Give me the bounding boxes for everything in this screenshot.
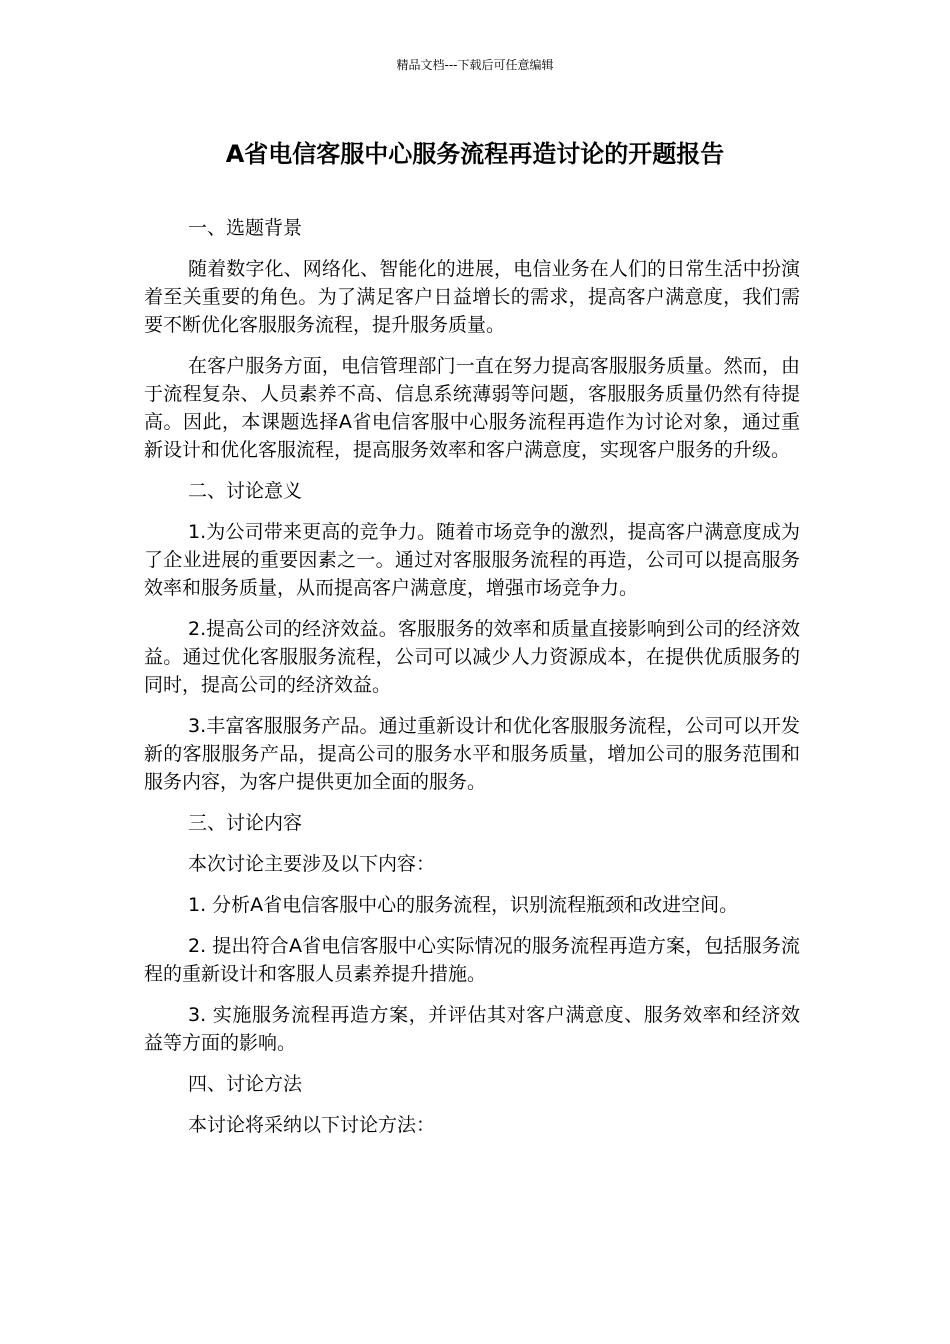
document-title: A省电信客服中心服务流程再造讨论的开题报告 bbox=[225, 140, 725, 168]
page-header-note: 精品文档---下载后可任意编辑 bbox=[396, 58, 554, 72]
section-heading-background: 一、选题背景 bbox=[188, 217, 303, 239]
document-body bbox=[144, 214, 800, 1152]
body-paragraph: 随着数字化、网络化、智能化的进展，电信业务在人们的日常生活中扮演着至关重要的角色。为了满足客户日益增长的需求，提高客户满意度，我们需要不断优化客服服务流程，提升服务质量。 bbox=[144, 258, 800, 336]
numbered-paragraph: 1. 分析A省电信客服中心的服务流程，识别流程瓶颈和改进空间。 bbox=[188, 894, 739, 916]
numbered-paragraph: 2.提高公司的经济效益。客服服务的效率和质量直接影响到公司的经济效益。通过优化客服服务流程，公司可以减少人力资源成本，在提供优质服务的同时，提高公司的经济效益。 bbox=[144, 618, 800, 696]
body-paragraph: 本次讨论主要涉及以下内容： bbox=[188, 853, 436, 875]
numbered-paragraph: 3.丰富客服服务产品。通过重新设计和优化客服服务流程，公司可以开发新的客服服务产品，提高公司的服务水平和服务质量，增加公司的服务范围和服务内容，为客户提供更加全面的服务。 bbox=[144, 715, 800, 793]
section-heading-significance: 二、讨论意义 bbox=[188, 480, 303, 502]
body-paragraph: 本讨论将采纳以下讨论方法： bbox=[188, 1114, 436, 1136]
body-paragraph: 在客户服务方面，电信管理部门一直在努力提高客服服务质量。然而，由于流程复杂、人员素养不高、信息系统薄弱等问题，客服服务质量仍然有待提高。因此，本课题选择A省电信客服中心服务流程再造作为讨论对象，通过重新设计和优化客服流程，提高服务效率和客户满意度，实现客户服务的升级。 bbox=[144, 355, 800, 461]
section-heading-methods: 四、讨论方法 bbox=[188, 1073, 303, 1095]
section-heading-content: 三、讨论内容 bbox=[188, 812, 303, 834]
numbered-paragraph: 2. 提出符合A省电信客服中心实际情况的服务流程再造方案，包括服务流程的重新设计和客服人员素养提升措施。 bbox=[144, 935, 800, 985]
numbered-paragraph: 1.为公司带来更高的竞争力。随着市场竞争的激烈，提高客户满意度成为了企业进展的重要因素之一。通过对客服服务流程的再造，公司可以提高服务效率和服务质量，从而提高客户满意度，增强市场竞争力。 bbox=[144, 521, 800, 599]
numbered-paragraph: 3. 实施服务流程再造方案，并评估其对客户满意度、服务效率和经济效益等方面的影响。 bbox=[144, 1004, 800, 1054]
